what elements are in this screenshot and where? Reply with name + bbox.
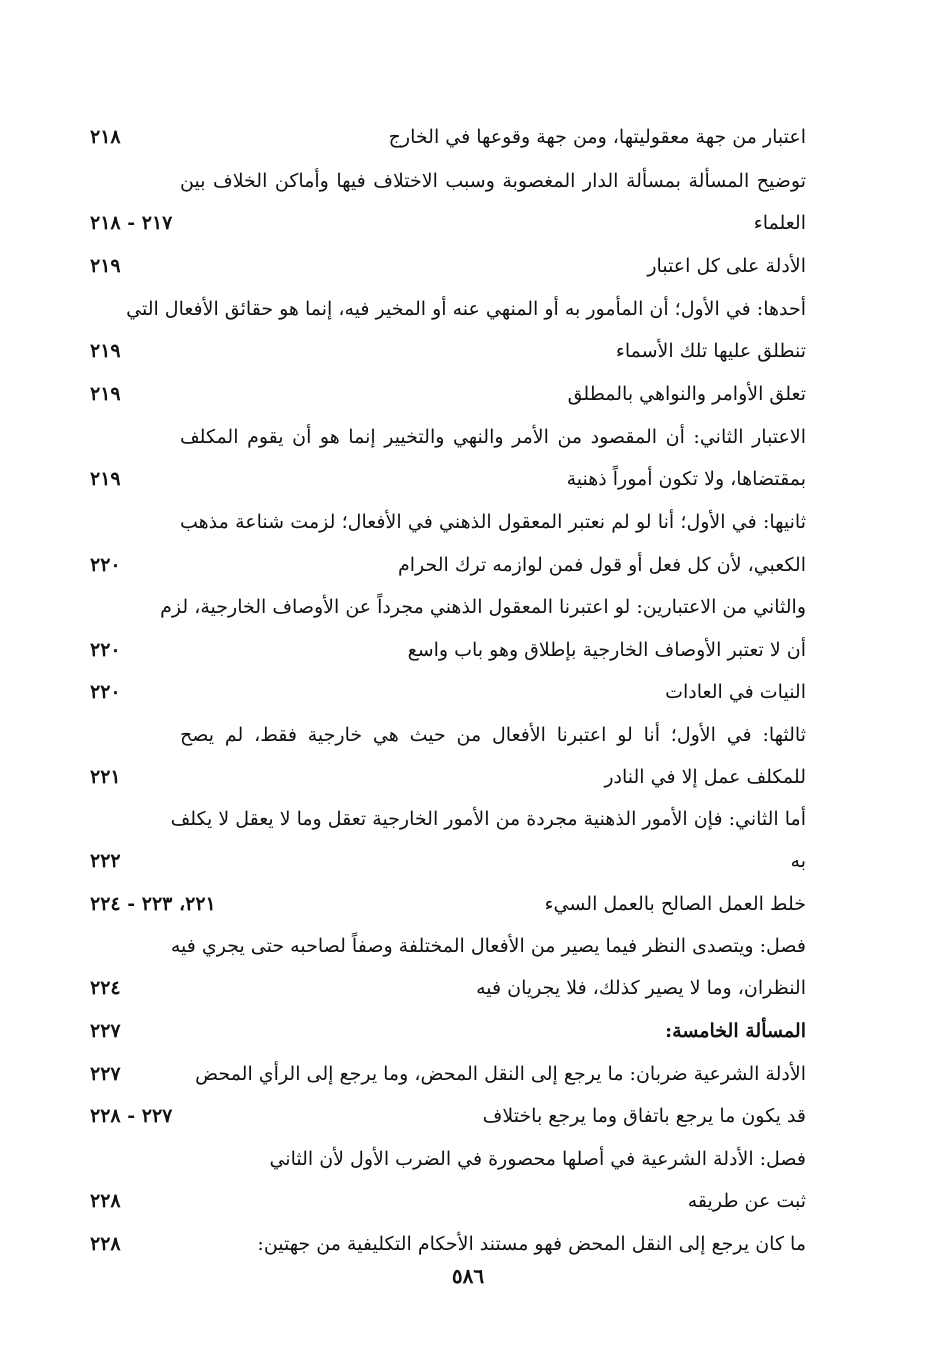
- entry-page-reference: ٢٢٧: [90, 1020, 121, 1042]
- entry-text-line: اعتبار من جهة معقوليتها، ومن جهة وقوعها في الخارج: [388, 126, 806, 148]
- entry-page-reference: ٢١٩: [90, 383, 121, 405]
- entry-page-reference: ٢١٨: [90, 126, 121, 148]
- entry-text-line: النيات في العادات: [665, 681, 806, 703]
- entry-page-reference: ٢١٩: [90, 255, 121, 277]
- entry-text-line: العلماء: [753, 212, 806, 234]
- entry-text-line: أما الثاني: فإن الأمور الذهنية مجردة من الأمور الخارجية تعقل وما لا يعقل لا يكلف: [170, 808, 806, 830]
- entry-text-line: الأدلة على كل اعتبار: [647, 255, 806, 277]
- entry-text-line: فصل: الأدلة الشرعية في أصلها محصورة في الضرب الأول لأن الثاني: [269, 1148, 806, 1170]
- entry-text-line: ما كان يرجع إلى النقل المحض فهو مستند الأحكام التكليفية من جهتين:: [257, 1233, 806, 1255]
- entry-page-reference: ٢١٧ - ٢١٨: [90, 212, 173, 234]
- entry-page-reference: ٢٢٨: [90, 1233, 121, 1255]
- entry-page-reference: ٢٢٨: [90, 1190, 121, 1212]
- entry-text-line: به: [790, 850, 806, 872]
- entry-text-line: قد يكون ما يرجع باتفاق وما يرجع باختلاف: [482, 1105, 806, 1127]
- entry-text-line: فصل: ويتصدى النظر فيما يصير من الأفعال المختلفة وصفاً لصاحبه حتى يجري فيه: [170, 935, 806, 957]
- entry-page-reference: ٢٢٠: [90, 681, 121, 703]
- entry-text-line: تنطلق عليها تلك الأسماء: [615, 340, 806, 362]
- entry-text-line: ثالثها: في الأول؛ أنا لو اعتبرنا الأفعال من حيث هي خارجية فقط، لم يصح: [180, 724, 806, 746]
- entry-text-line: خلط العمل الصالح بالعمل السيء: [544, 893, 806, 915]
- entry-text-line: ثانيها: في الأول؛ أنا لو لم نعتبر المعقول الذهني في الأفعال؛ لزمت شناعة مذهب: [180, 511, 806, 533]
- entry-text-line: الأدلة الشرعية ضربان: ما يرجع إلى النقل المحض، وما يرجع إلى الرأي المحض: [195, 1063, 806, 1085]
- entry-text-line: النظران، وما لا يصير كذلك، فلا يجريان فيه: [476, 977, 806, 999]
- entry-page-reference: ٢٢١: [90, 766, 121, 788]
- entry-page-reference: ٢١٩: [90, 340, 121, 362]
- entry-page-reference: ٢٢٧ - ٢٢٨: [90, 1105, 173, 1127]
- entry-text-line: أحدها: في الأول؛ أن المأمور به أو المنهي عنه أو المخير فيه، إنما هو حقائق الأفعال التي: [126, 298, 806, 320]
- entry-text-line: أن لا تعتبر الأوصاف الخارجية بإطلاق وهو باب واسع: [407, 639, 806, 661]
- entry-text-line: المسألة الخامسة:: [665, 1020, 806, 1042]
- entry-text-line: الاعتبار الثاني: أن المقصود من الأمر والنهي والتخيير إنما هو أن يقوم المكلف: [180, 426, 806, 448]
- entry-text-line: للمكلف عمل إلا في النادر: [604, 766, 806, 788]
- entry-text-line: ثبت عن طريقه: [687, 1190, 806, 1212]
- entry-page-reference: ٢٢٠: [90, 554, 121, 576]
- entry-page-reference: ٢٢٢: [90, 850, 121, 872]
- entry-text-line: تعلق الأوامر والنواهي بالمطلق: [567, 383, 806, 405]
- entry-text-line: والثاني من الاعتبارين: لو اعتبرنا المعقول الذهني مجرداً عن الأوصاف الخارجية، لزم: [160, 596, 806, 618]
- entry-page-reference: ٢١٩: [90, 468, 121, 490]
- entry-page-reference: ٢٢٤: [90, 977, 121, 999]
- entry-page-reference: ٢٢١، ٢٢٣ - ٢٢٤: [90, 893, 216, 915]
- entry-text-line: بمقتضاها، ولا تكون أموراً ذهنية: [566, 468, 806, 490]
- entry-text-line: توضيح المسألة بمسألة الدار المغصوبة وسبب الاختلاف فيها وأماكن الخلاف بين: [180, 170, 806, 192]
- entry-text-line: الكعبي، لأن كل فعل أو قول فمن لوازمه ترك الحرام: [397, 554, 806, 576]
- entry-page-reference: ٢٢٧: [90, 1063, 121, 1085]
- page-number: ٥٨٦: [451, 1264, 485, 1288]
- entry-page-reference: ٢٢٠: [90, 639, 121, 661]
